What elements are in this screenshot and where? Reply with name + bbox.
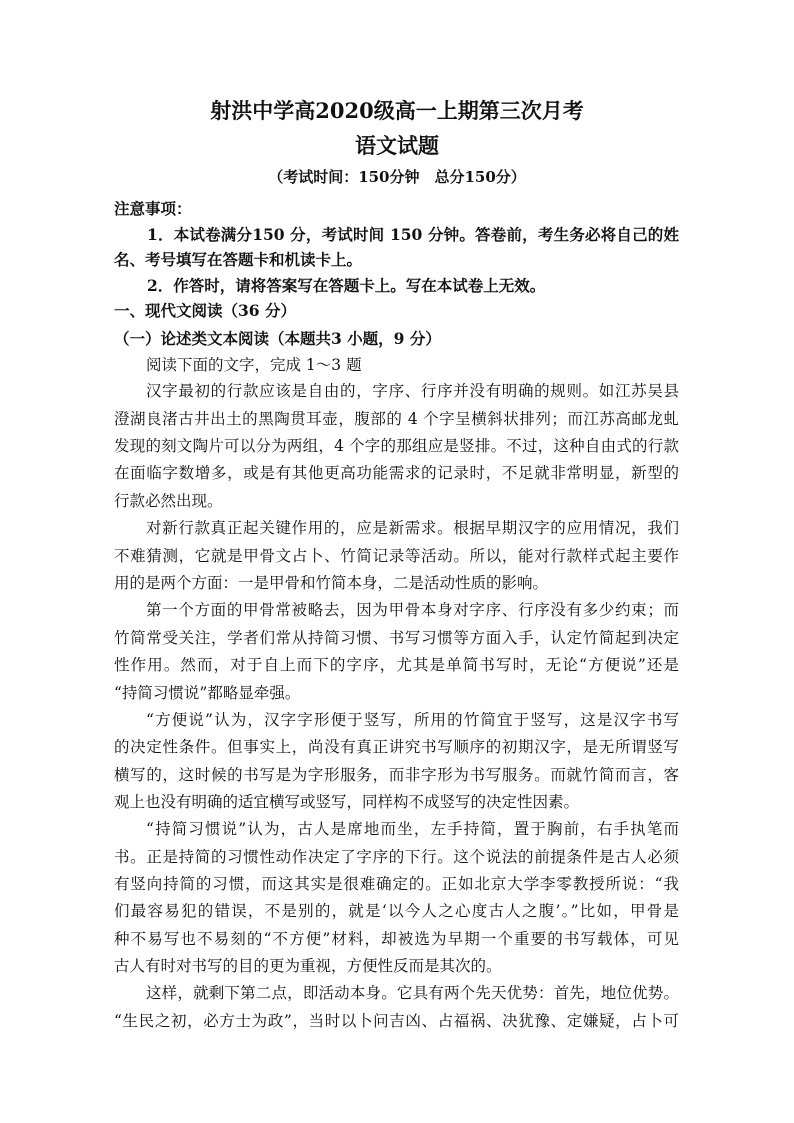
passage-line: 观上也没有明确的适宜横写或竖写，同样构不成竖写的决定性因素。 (114, 793, 580, 811)
passage-line: 书。正是持简的习惯性动作决定了字序的下行。这个说法的前提条件是古人必须 (114, 848, 679, 866)
faint-watermark (680, 764, 780, 784)
passage-line: 不难猜测，它就是甲骨文占卜、竹简记录等活动。所以，能对行款样式起主要作 (114, 547, 679, 565)
passage-instruction: 阅读下面的文字，完成 1～3 题 (146, 356, 362, 374)
passage-line: 对新行款真正起关键作用的，应是新需求。根据早期汉字的应用情况，我们 (146, 519, 679, 537)
passage-line: 在面临字数增多，或是有其他更高功能需求的记录时，不足就非常明显，新型的 (114, 464, 679, 482)
notes-item-1-line-1: 1．本试卷满分150 分，考试时间 150 分钟。答卷前，考生务必将自己的姓 (147, 225, 679, 244)
passage-line: 行款必然出现。 (114, 492, 223, 510)
passage-line: 竹简常受关注，学者们常从持简习惯、书写习惯等方面入手，认定竹简起到决定 (114, 629, 679, 647)
passage-line: 横写的，这时候的书写是为字形服务，而非字形为书写服务。而就竹简而言，客 (114, 766, 679, 784)
exam-info: （考试时间：150分钟 总分150分） (268, 168, 526, 186)
notes-item-2: 2．作答时，请将答案写在答题卡上。写在本试卷上无效。 (147, 276, 546, 295)
passage-line: “持简习惯说”认为，古人是席地而坐，左手持简，置于胸前，右手执笔而 (146, 820, 679, 838)
passage-line: 种不易写也不易刻的“不方便”材料，却被选为早期一个重要的书写载体，可见 (114, 930, 679, 948)
notes-item-1-line-2: 名、考号填写在答题卡和机读卡上。 (114, 250, 363, 269)
passage-line: “方便说”认为，汉字字形便于竖写，所用的竹简宜于竖写，这是汉字书写 (146, 711, 679, 729)
subject-title: 语文试题 (355, 133, 439, 158)
passage-line: 用的是两个方面：一是甲骨和竹简本身，二是活动性质的影响。 (114, 574, 549, 592)
passage-line: 的决定性条件。但事实上，尚没有真正讲究书写顺序的初期汉字，是无所谓竖写 (114, 738, 679, 756)
notes-heading: 注意事项： (114, 199, 192, 218)
passage-line: 古人有时对书写的目的更为重视，方便性反而是其次的。 (114, 957, 502, 975)
passage-line: 性作用。然而，对于自上而下的字序，尤其是单简书写时，无论“方便说”还是 (114, 656, 679, 674)
passage-line: 发现的刻文陶片可以分为两组，4 个字的那组应是竖排。不过，这种自由式的行款 (114, 437, 679, 455)
passage-line: “持简习惯说”都略显牵强。 (114, 684, 301, 702)
passage-line: 汉字最初的行款应该是自由的，字序、行序并没有明确的规则。如江苏吴县 (146, 382, 679, 400)
section-subheading: （一）论述类文本阅读（本题共3 小题，9 分） (114, 329, 441, 348)
passage-line: 们最容易犯的错误，不是别的，就是‘以今人之心度古人之腹’。”比如，甲骨是 (114, 902, 679, 920)
passage-line: 有竖向持简的习惯，而这其实是很难确定的。正如北京大学李零教授所说：“我 (114, 875, 679, 893)
passage-line: 这样，就剩下第二点，即活动本身。它具有两个先天优势：首先，地位优势。 (146, 984, 679, 1002)
passage-line: 第一个方面的甲骨常被略去，因为甲骨本身对字序、行序没有多少约束；而 (146, 601, 679, 619)
passage-line: “生民之初，必方士为政”，当时以卜问吉凶、占福祸、决犹豫、定嫌疑，占卜可 (114, 1012, 679, 1030)
section-heading: 一、现代文阅读（36 分） (114, 301, 296, 320)
exam-title: 射洪中学高2020级高一上期第三次月考 (210, 98, 584, 123)
passage-line: 澄湖良渚古井出土的黑陶贯耳壶，腹部的 4 个字呈横斜状排列；而江苏高邮龙虬 (114, 410, 679, 428)
